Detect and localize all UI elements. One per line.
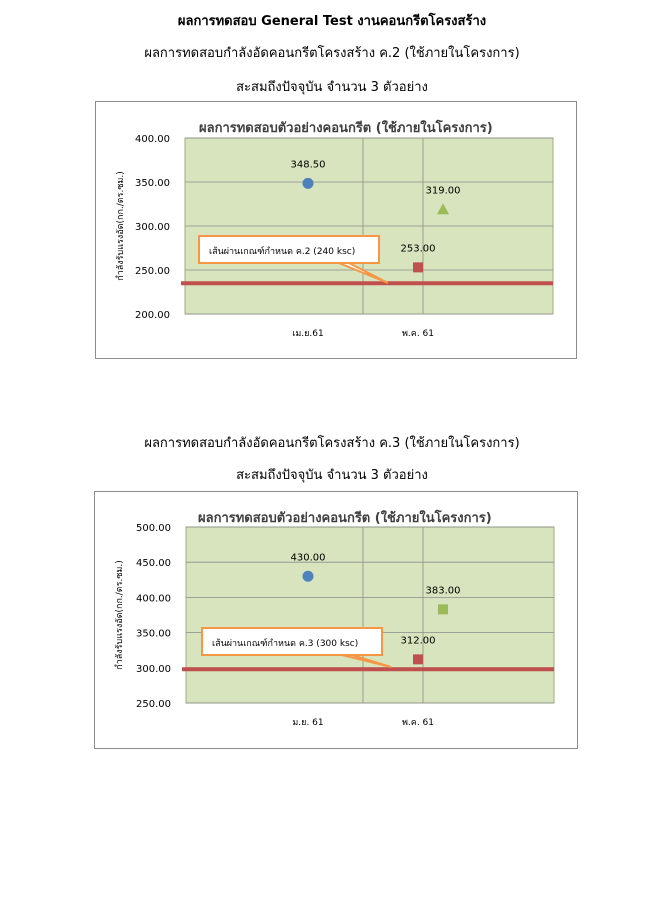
- section-heading-2: ผลการทดสอบกำลังอัดคอนกรีตโครงสร้าง ค.3 (ใช้ภายในโครงการ): [144, 436, 520, 451]
- plot-area: [186, 527, 554, 703]
- x-tick-label: เม.ย.61: [292, 329, 324, 339]
- threshold-callout-label: เส้นผ่านเกณฑ์กำหนด ค.3 (300 ksc): [212, 639, 359, 649]
- section-subheading-1: สะสมถึงปัจจุบัน จำนวน 3 ตัวอย่าง: [236, 80, 428, 95]
- threshold-callout-label: เส้นผ่านเกณฑ์กำหนด ค.2 (240 ksc): [209, 247, 356, 257]
- data-label: 348.50: [290, 159, 326, 171]
- y-tick-label: 300.00: [135, 222, 170, 233]
- data-point-square: [438, 604, 448, 614]
- chart-2-svg: [95, 492, 577, 748]
- x-tick-label: ม.ย. 61: [292, 718, 324, 728]
- y-tick-label: 500.00: [136, 523, 171, 534]
- y-tick-label: 350.00: [135, 178, 170, 189]
- chart-title: ผลการทดสอบตัวอย่างคอนกรีต (ใช้ภายในโครงการ): [199, 121, 493, 136]
- y-tick-label: 250.00: [135, 266, 170, 277]
- x-tick-label: พ.ค. 61: [402, 718, 434, 728]
- data-point-circle: [303, 178, 314, 189]
- y-tick-label: 400.00: [136, 593, 171, 605]
- section-subheading-2: สะสมถึงปัจจุบัน จำนวน 3 ตัวอย่าง: [236, 468, 428, 483]
- y-tick-label: 450.00: [136, 558, 171, 570]
- y-axis-label: กำลังรับแรงอัด(กก./ตร.ซม.): [116, 171, 126, 281]
- y-axis-label: กำลังรับแรงอัด(กก./ตร.ซม.): [115, 560, 125, 670]
- section-heading-1: ผลการทดสอบกำลังอัดคอนกรีตโครงสร้าง ค.2 (ใช้ภายในโครงการ): [144, 46, 520, 61]
- page-title: ผลการทดสอบ General Test งานคอนกรีตโครงสร้าง: [177, 14, 487, 29]
- data-label: 253.00: [400, 243, 436, 255]
- y-tick-label: 200.00: [135, 310, 170, 321]
- y-tick-label: 250.00: [136, 699, 171, 710]
- chart-title: ผลการทดสอบตัวอย่างคอนกรีต (ใช้ภายในโครงการ): [198, 511, 492, 526]
- data-label: 383.00: [425, 585, 461, 597]
- data-point-square: [413, 654, 423, 664]
- chart-1: [95, 101, 577, 359]
- y-tick-label: 350.00: [136, 628, 171, 640]
- data-point-square: [413, 262, 423, 272]
- x-tick-label: พ.ค. 61: [402, 329, 434, 339]
- chart-1-svg: [96, 102, 576, 358]
- y-tick-label: 300.00: [136, 663, 171, 675]
- data-point-circle: [303, 571, 314, 582]
- chart-2: [94, 491, 578, 749]
- data-label: 430.00: [290, 552, 326, 564]
- y-tick-label: 400.00: [135, 134, 170, 145]
- data-label: 319.00: [425, 185, 461, 197]
- data-label: 312.00: [400, 635, 436, 647]
